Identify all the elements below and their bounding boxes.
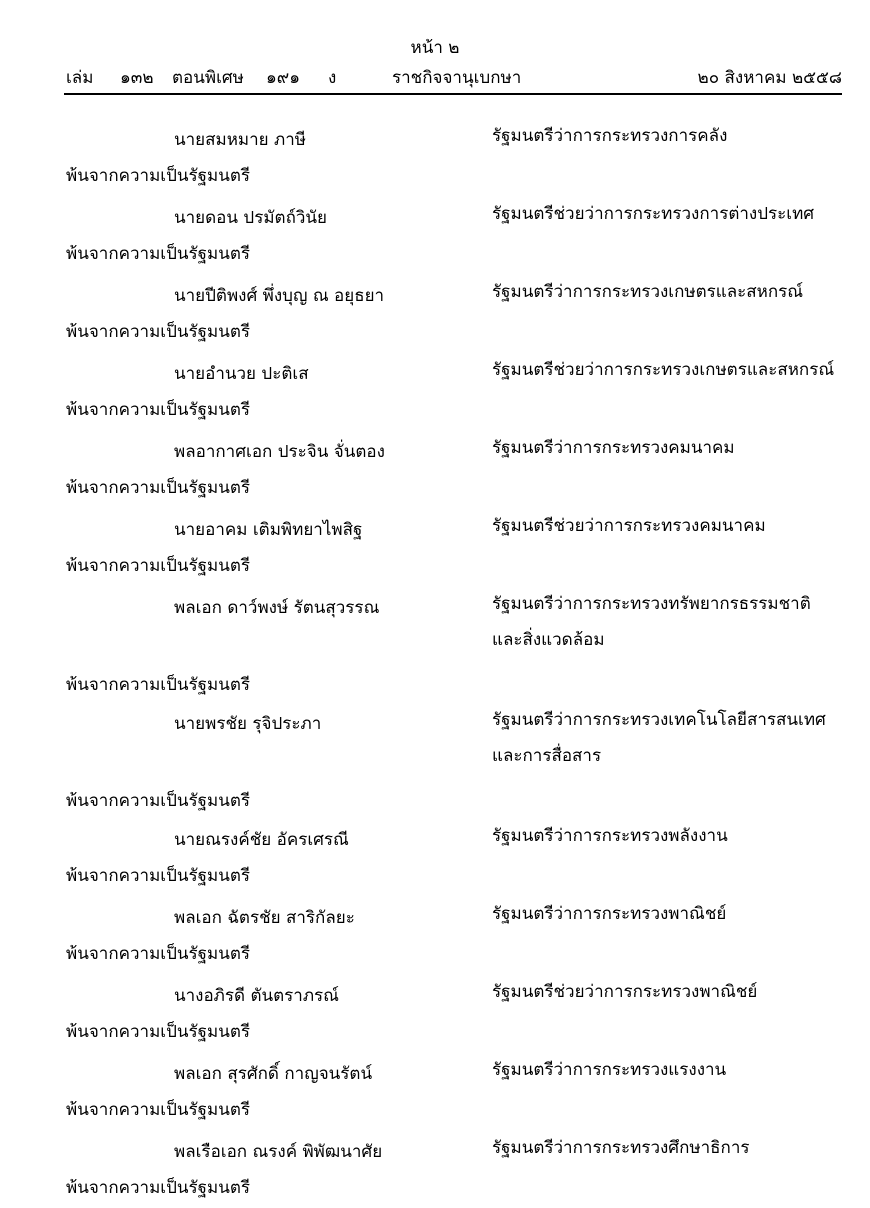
minister-position: รัฐมนตรีว่าการกระทรวงแรงงาน <box>492 1060 727 1080</box>
person-name: นายปีติพงศ์ พึ่งบุญ ณ อยุธยา <box>174 286 385 306</box>
list-item <box>66 974 842 1052</box>
person-name: นายอาคม เติมพิทยาไพสิฐ <box>174 520 363 540</box>
minister-position <box>492 586 842 658</box>
list-item <box>66 1052 842 1130</box>
gazette-header <box>66 64 842 88</box>
minister-position <box>492 702 842 774</box>
minister-position: รัฐมนตรีช่วยว่าการกระทรวงคมนาคม <box>492 516 766 536</box>
list-item <box>66 702 842 818</box>
relief-text: พ้นจากความเป็นรัฐมนตรี <box>66 1022 251 1042</box>
list-item <box>66 586 842 702</box>
relief-text: พ้นจากความเป็นรัฐมนตรี <box>66 478 251 498</box>
minister-position: รัฐมนตรีว่าการกระทรวงการคลัง <box>492 126 728 146</box>
list-item <box>66 1130 842 1208</box>
list-item <box>66 352 842 430</box>
relief-text: พ้นจากความเป็นรัฐมนตรี <box>66 322 251 342</box>
minister-position: รัฐมนตรีว่าการกระทรวงเกษตรและสหกรณ์ <box>492 282 804 302</box>
section-label: ตอนพิเศษ <box>172 68 244 88</box>
relief-text: พ้นจากความเป็นรัฐมนตรี <box>66 866 251 886</box>
relief-text: พ้นจากความเป็นรัฐมนตรี <box>66 1100 251 1120</box>
minister-position: รัฐมนตรีว่าการกระทรวงพลังงาน <box>492 826 728 846</box>
relief-text: พ้นจากความเป็นรัฐมนตรี <box>66 166 251 186</box>
person-name: นายสมหมาย ภาษี <box>174 130 306 150</box>
person-name: พลอากาศเอก ประจิน จั่นตอง <box>174 442 385 462</box>
relief-text: พ้นจากความเป็นรัฐมนตรี <box>66 944 251 964</box>
relief-text: พ้นจากความเป็นรัฐมนตรี <box>66 791 251 811</box>
section-number: ๑๙๑ <box>266 68 301 88</box>
person-name: นางอภิรดี ตันตราภรณ์ <box>174 986 339 1006</box>
person-name: พลเรือเอก ณรงค์ พิพัฒนาศัย <box>174 1142 383 1162</box>
person-name: นายพรชัย รุจิประภา <box>174 714 322 734</box>
person-name: นายอำนวย ปะติเส <box>174 364 309 384</box>
page-number: หน้า ๒ <box>410 38 460 58</box>
issue-date: ๒๐ สิงหาคม ๒๕๕๘ <box>697 68 842 88</box>
position-line-2: และการสื่อสาร <box>492 746 602 766</box>
volume-number: ๑๓๒ <box>120 68 154 88</box>
position-line-2: และสิ่งแวดล้อม <box>492 630 605 650</box>
relief-text: พ้นจากความเป็นรัฐมนตรี <box>66 675 251 695</box>
person-name: นายณรงค์ชัย อัครเศรณี <box>174 830 349 850</box>
person-name: พลเอก ฉัตรชัย สาริกัลยะ <box>174 908 355 928</box>
relief-text: พ้นจากความเป็นรัฐมนตรี <box>66 556 251 576</box>
relief-text: พ้นจากความเป็นรัฐมนตรี <box>66 1178 251 1198</box>
list-item <box>66 118 842 196</box>
minister-position: รัฐมนตรีช่วยว่าการกระทรวงเกษตรและสหกรณ์ <box>492 360 835 380</box>
list-item <box>66 274 842 352</box>
list-item <box>66 508 842 586</box>
person-name: นายดอน ปรมัตถ์วินัย <box>174 208 327 228</box>
entry-list <box>66 118 842 1208</box>
relief-text: พ้นจากความเป็นรัฐมนตรี <box>66 400 251 420</box>
relief-text: พ้นจากความเป็นรัฐมนตรี <box>66 244 251 264</box>
header-rule <box>64 93 842 95</box>
minister-position: รัฐมนตรีช่วยว่าการกระทรวงการต่างประเทศ <box>492 204 815 224</box>
position-line-1: รัฐมนตรีว่าการกระทรวงทรัพยากรธรรมชาติ <box>492 594 811 614</box>
minister-position: รัฐมนตรีว่าการกระทรวงพาณิชย์ <box>492 904 727 924</box>
volume-label: เล่ม <box>66 68 94 88</box>
section-letter: ง <box>328 68 337 88</box>
minister-position: รัฐมนตรีว่าการกระทรวงคมนาคม <box>492 438 735 458</box>
person-name: พลเอก ดาว์พงษ์ รัตนสุวรรณ <box>174 598 380 618</box>
minister-position: รัฐมนตรีว่าการกระทรวงศึกษาธิการ <box>492 1138 750 1158</box>
list-item <box>66 430 842 508</box>
person-name: พลเอก สุรศักดิ์ กาญจนรัตน์ <box>174 1064 373 1084</box>
list-item <box>66 896 842 974</box>
list-item <box>66 818 842 896</box>
minister-position: รัฐมนตรีช่วยว่าการกระทรวงพาณิชย์ <box>492 982 758 1002</box>
list-item <box>66 196 842 274</box>
gazette-title: ราชกิจจานุเบกษา <box>392 68 522 88</box>
position-line-1: รัฐมนตรีว่าการกระทรวงเทคโนโลยีสารสนเทศ <box>492 710 826 730</box>
